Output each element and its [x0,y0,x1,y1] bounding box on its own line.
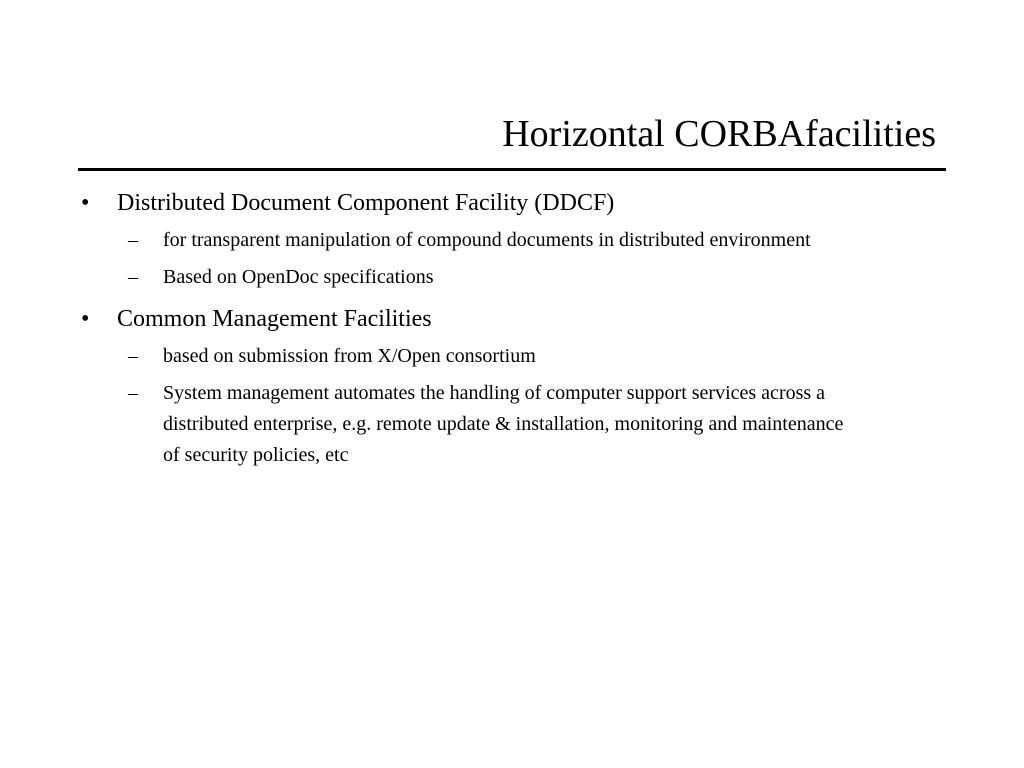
sub-item [78,225,863,256]
sub-item-text: System management automates the handling of computer support services across a distributed enterprise, e.g. remote update & installation, monitoring and maintenance of security policies, etc [163,382,844,466]
sub-item [78,341,863,372]
dash-icon: – [128,266,138,288]
dash-icon: – [128,345,138,367]
title-divider [78,168,946,171]
slide-title: Horizontal CORBAfacilities [502,113,936,155]
slide-content [78,187,946,481]
bullet-item [78,303,946,335]
bullet-item [78,187,946,219]
bullet-dot-icon: • [81,190,90,216]
dash-icon: – [128,229,138,251]
sub-item-text: for transparent manipulation of compound documents in distributed environment [163,229,811,251]
sub-list [78,225,946,293]
dash-icon: – [128,382,138,404]
bullet-dot-icon: • [81,306,90,332]
sub-item [78,378,863,471]
sub-item [78,262,863,293]
sub-item-text: Based on OpenDoc specifications [163,266,434,288]
bullet-text: Distributed Document Component Facility (DDCF) [117,190,615,216]
sub-list [78,341,946,471]
sub-item-text: based on submission from X/Open consortium [163,345,536,367]
bullet-text: Common Management Facilities [117,306,432,332]
